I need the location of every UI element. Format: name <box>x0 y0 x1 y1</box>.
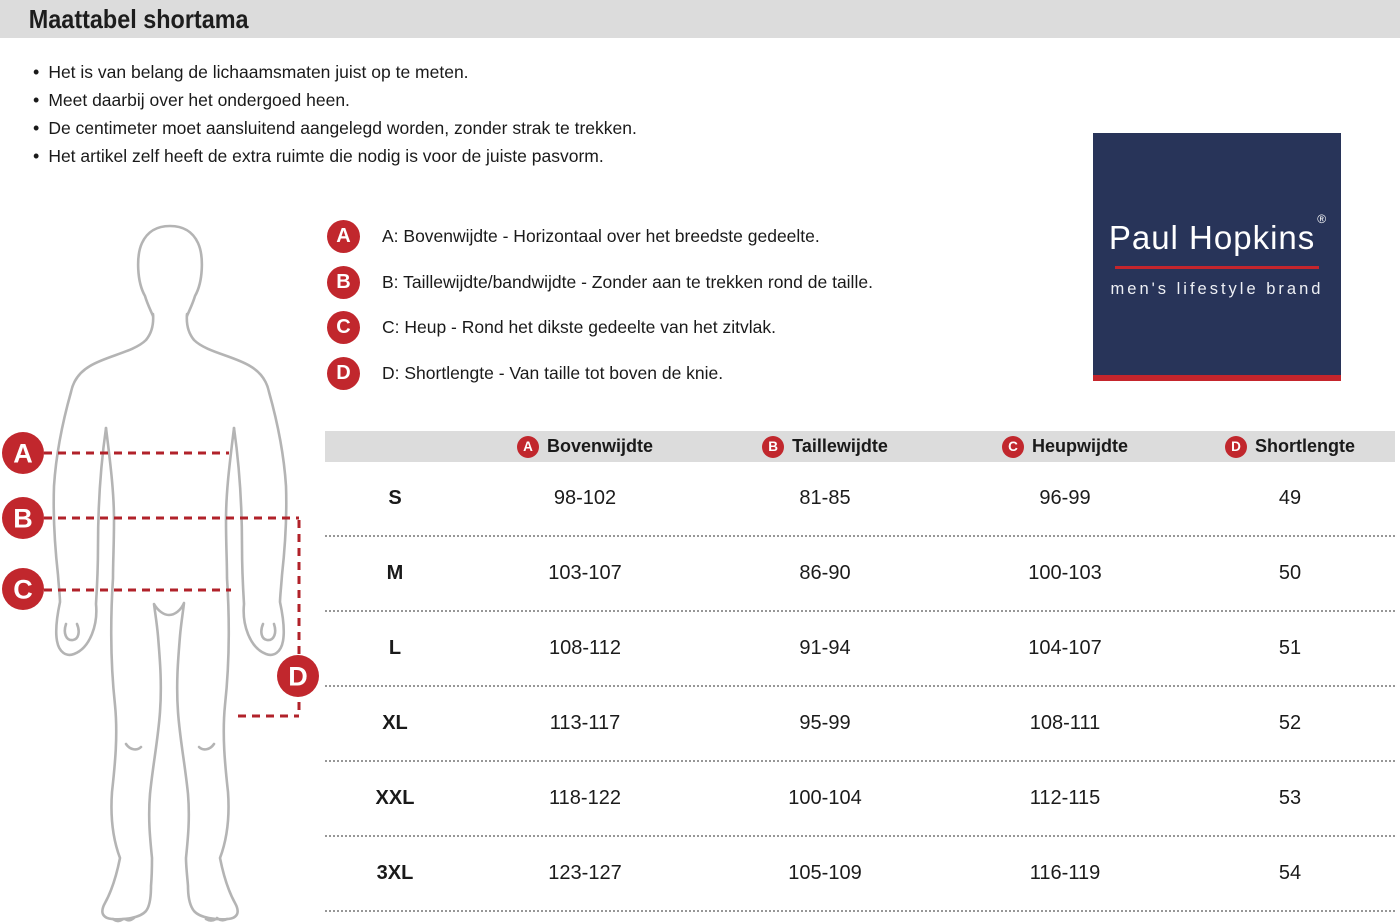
header-bovenwijdte <box>465 436 705 458</box>
legend-text-a: A: Bovenwijdte - Horizontaal over het breedste gedeelte. <box>382 226 820 246</box>
table-row-m <box>325 537 1395 612</box>
header-taillewijdte <box>705 436 945 458</box>
legend-row-b <box>327 266 873 299</box>
bullet-marker: • <box>33 62 40 82</box>
size-label: XXL <box>375 787 415 809</box>
instruction-item <box>33 142 637 170</box>
value-cell: 91-94 <box>799 637 851 659</box>
value-cell: 95-99 <box>799 712 851 734</box>
table-row-s <box>325 462 1395 537</box>
measure-dashed-lines <box>44 453 299 716</box>
legend-row-c <box>327 311 873 344</box>
body-outline <box>54 226 287 921</box>
legend-text-d: D: Shortlengte - Van taille tot boven de knie. <box>382 362 724 383</box>
size-label: XL <box>382 712 408 734</box>
body-measure-figure <box>0 224 340 924</box>
table-row-xxl <box>325 762 1395 837</box>
header-badge-b-icon: B <box>762 436 784 458</box>
header-badge-a-icon: A <box>517 436 539 458</box>
legend-badge-d-icon: D <box>327 357 360 390</box>
legend-badge-c-icon: C <box>327 311 360 344</box>
value-cell: 100-104 <box>788 787 862 809</box>
brand-text: Paul Hopkins <box>1108 219 1316 256</box>
value-cell: 49 <box>1278 487 1302 509</box>
bullet-marker: • <box>33 146 40 166</box>
measurement-legend <box>327 220 873 402</box>
brand-name <box>1093 133 1341 257</box>
header-badge-c-icon: C <box>1002 436 1024 458</box>
value-cell: 86-90 <box>799 562 851 584</box>
title-bar <box>0 0 1400 38</box>
figure-marker-d-letter: D <box>288 661 308 692</box>
value-cell: 50 <box>1278 562 1302 584</box>
figure-marker-c-letter: C <box>13 574 33 605</box>
instruction-item <box>33 86 637 114</box>
brand-underline <box>1115 266 1319 269</box>
instruction-text: Het artikel zelf heeft de extra ruimte die nodig is voor de juiste pasvorm. <box>48 146 604 166</box>
value-cell: 112-115 <box>1029 787 1101 809</box>
header-heupwijdte <box>945 436 1185 458</box>
brand-logo-box <box>1093 133 1341 375</box>
instructions-list <box>33 58 637 170</box>
size-label: S <box>388 487 402 509</box>
header-shortlengte <box>1185 436 1395 458</box>
legend-row-d <box>327 357 873 390</box>
size-label: 3XL <box>376 862 414 884</box>
instruction-text: Meet daarbij over het ondergoed heen. <box>48 90 350 110</box>
size-label: M <box>386 562 404 584</box>
value-cell: 52 <box>1278 712 1302 734</box>
brand-logo <box>1093 133 1341 381</box>
header-label-taillewijdte: Taillewijdte <box>792 436 888 456</box>
value-cell: 81-85 <box>799 487 851 509</box>
legend-row-a <box>327 220 873 253</box>
header-label-heupwijdte: Heupwijdte <box>1031 436 1128 456</box>
registered-mark: ® <box>1317 212 1328 226</box>
figure-marker-a-letter: A <box>13 438 33 469</box>
figure-marker-b-letter: B <box>13 503 33 534</box>
value-cell: 108-112 <box>549 637 621 659</box>
value-cell: 100-103 <box>1028 562 1102 584</box>
value-cell: 108-111 <box>1029 712 1101 734</box>
brand-logo-bottom-strip <box>1093 375 1341 381</box>
table-row-xl <box>325 687 1395 762</box>
size-label: L <box>388 637 402 659</box>
brand-tagline: men's lifestyle brand <box>1110 280 1324 298</box>
instruction-text: De centimeter moet aansluitend aangelegd worden, zonder strak te trekken. <box>48 118 637 138</box>
instruction-text: Het is van belang de lichaamsmaten juist op te meten. <box>48 62 469 82</box>
value-cell: 53 <box>1278 787 1302 809</box>
table-row-3xl <box>325 837 1395 912</box>
value-cell: 113-117 <box>549 712 621 734</box>
value-cell: 116-119 <box>1029 862 1101 884</box>
bullet-marker: • <box>33 118 40 138</box>
size-table <box>325 431 1395 912</box>
value-cell: 123-127 <box>548 862 622 884</box>
size-table-header <box>325 431 1395 462</box>
legend-text-b: B: Taillewijdte/bandwijdte - Zonder aan te trekken rond de taille. <box>382 271 873 292</box>
value-cell: 98-102 <box>553 487 617 509</box>
header-label-bovenwijdte: Bovenwijdte <box>546 436 653 456</box>
page-title: Maattabel shortama <box>28 4 249 34</box>
value-cell: 51 <box>1278 637 1302 659</box>
value-cell: 105-109 <box>788 862 862 884</box>
bullet-marker: • <box>33 90 40 110</box>
value-cell: 104-107 <box>1028 637 1102 659</box>
legend-badge-a-icon: A <box>327 220 360 253</box>
value-cell: 96-99 <box>1039 487 1091 509</box>
header-label-shortlengte: Shortlengte <box>1254 436 1355 456</box>
legend-text-c: C: Heup - Rond het dikste gedeelte van het zitvlak. <box>382 317 776 337</box>
instruction-item <box>33 114 637 142</box>
value-cell: 54 <box>1278 862 1302 884</box>
value-cell: 103-107 <box>548 562 622 584</box>
value-cell: 118-122 <box>549 787 621 809</box>
legend-badge-b-icon: B <box>327 266 360 299</box>
instruction-item <box>33 58 637 86</box>
table-row-l <box>325 612 1395 687</box>
header-badge-d-icon: D <box>1225 436 1247 458</box>
